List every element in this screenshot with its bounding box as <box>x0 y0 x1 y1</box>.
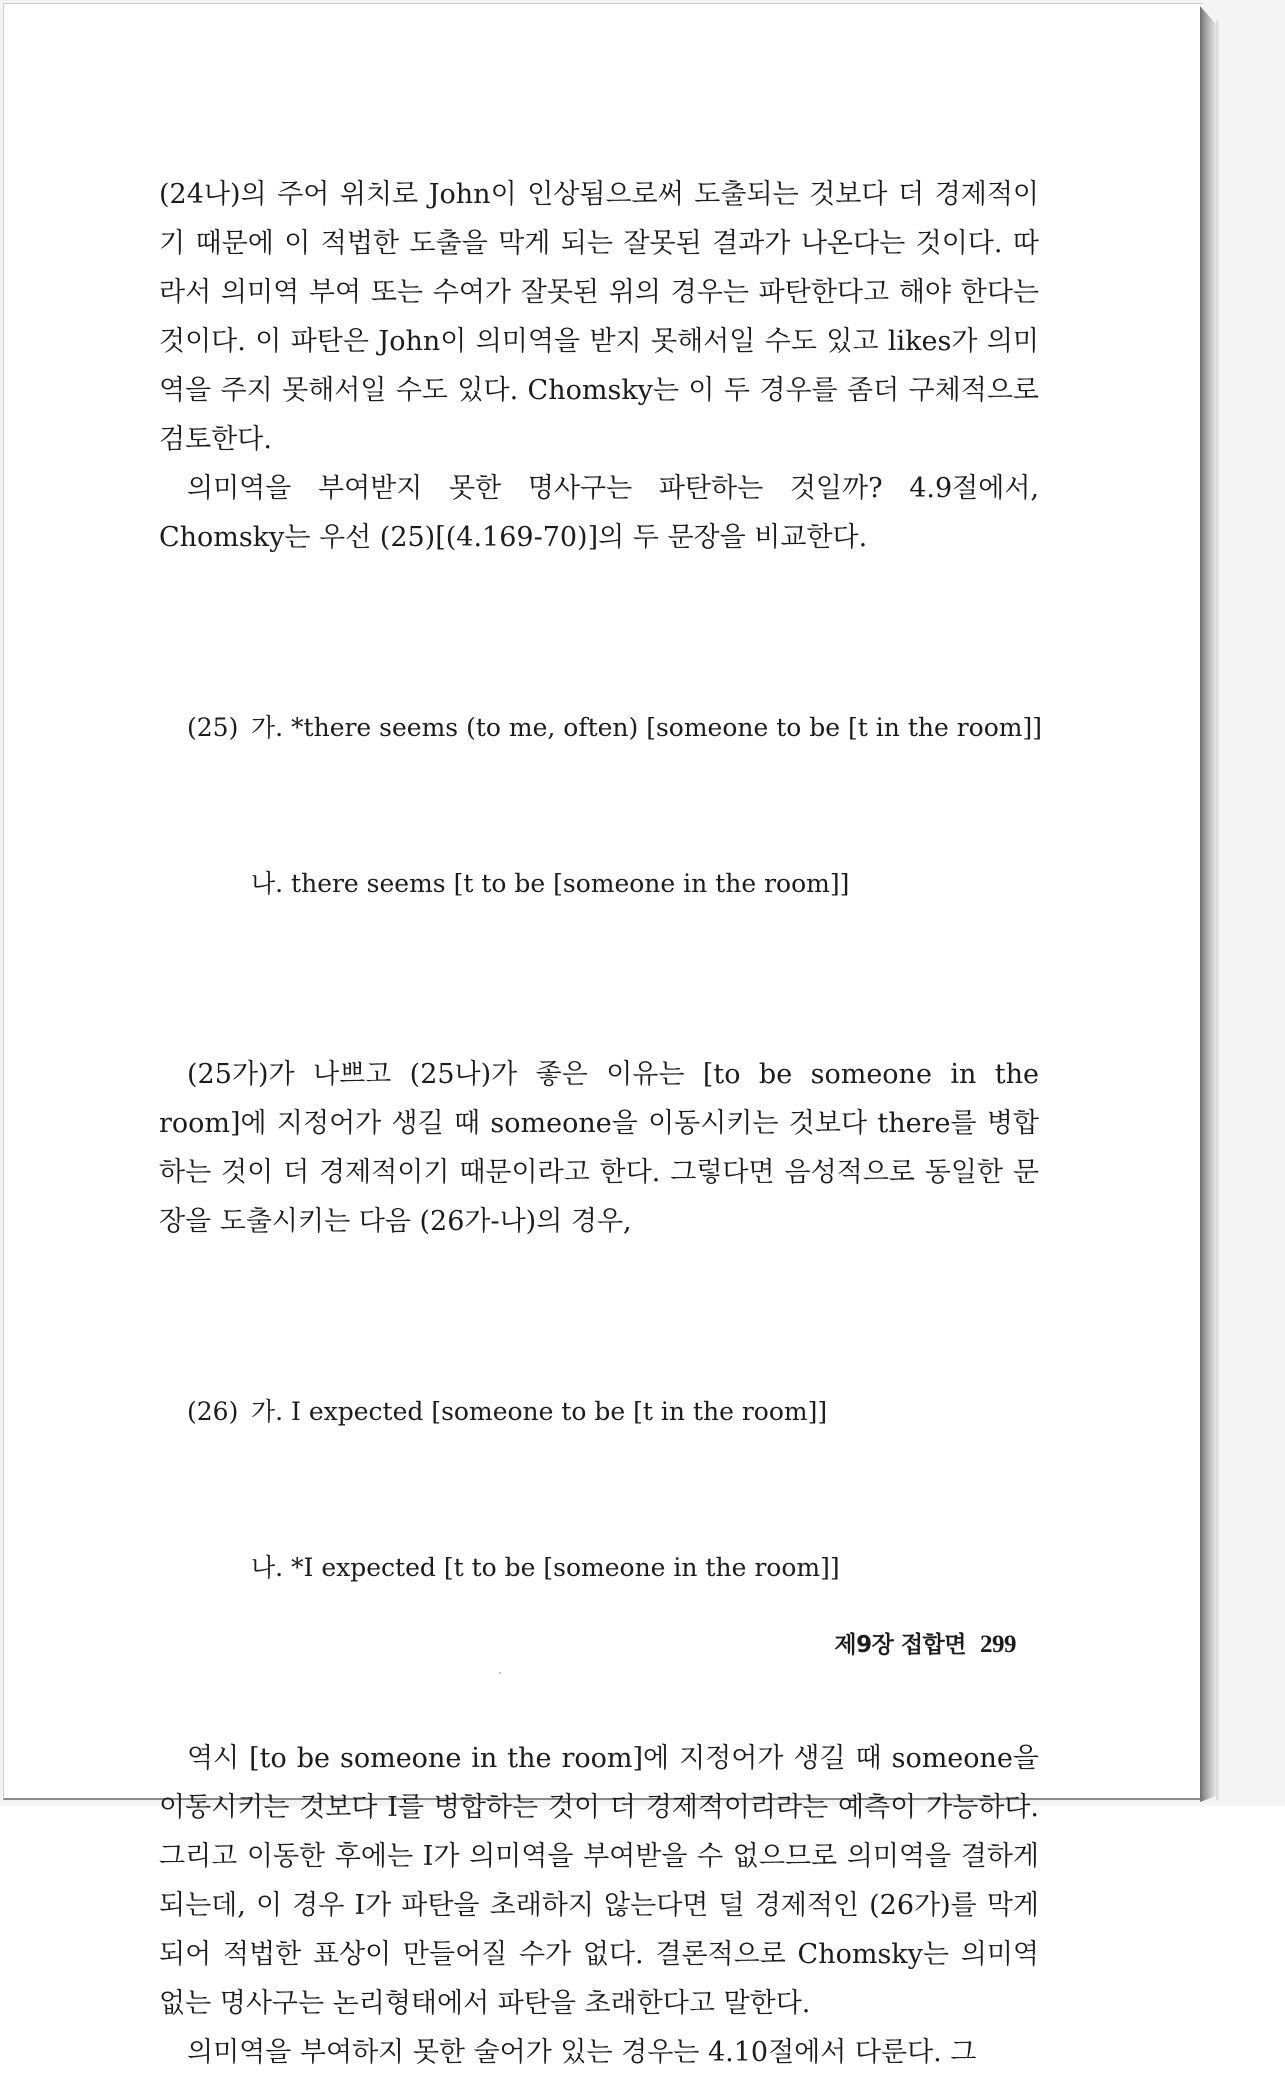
page-footer <box>834 1626 1016 1659</box>
example-26-b: 나. *I expected [t to be [someone in the room]] <box>251 1553 840 1582</box>
page-edge-shadow <box>1216 20 1220 1800</box>
page-number: 299 <box>980 1631 1016 1658</box>
running-head: 제9장 접합면 <box>834 1632 966 1658</box>
paragraph: 의미역을 부여받지 못한 명사구는 파탄하는 것일까? 4.9절에서, Chomsky는 우선 (25)[(4.169-70)]의 두 문장을 비교한다. <box>159 473 1039 553</box>
paragraph: (25가)가 나쁘고 (25나)가 좋은 이유는 [to be someone in the room]에 지정어가 생길 때 someone을 이동시키는 것보다 there를 병합하는 것이 더 경제적이기 때문이라고 한다. 그렇다면 음성적으로 동일한 문장을 도출시키는 다음 (26가-나)의 경우, <box>159 1059 1039 1237</box>
example-label: (25) <box>187 713 239 742</box>
example-label: (26) <box>187 1397 239 1426</box>
example-26-a <box>187 1386 1039 1438</box>
example-text: 가. *there seems (to me, often) [someone to be [t in the room]] <box>251 713 1042 742</box>
example-25-a <box>187 702 1042 754</box>
paragraph: (24나)의 주어 위치로 John이 인상됨으로써 도출되는 것보다 더 경제적이기 때문에 이 적법한 도출을 막게 되는 잘못된 결과가 나온다는 것이다. 따라서 의미역 부여 또는 수여가 잘못된 위의 경우는 파탄한다고 해야 한다는 것이다. 이 파탄은 John이 의미역을 받지 못해서일 수도 있고 likes가 의미역을 주지 못해서일 수도 있다. Chomsky는 이 두 경우를 좀더 구체적으로 검토한다. <box>159 179 1039 455</box>
paragraph: 의미역을 부여하지 못한 술어가 있는 경우는 4.10절에서 다룬다. 그 <box>187 2037 977 2068</box>
page-body <box>159 170 1042 2077</box>
book-page <box>3 3 1203 2068</box>
page-curl-edge <box>1200 6 1216 1802</box>
example-text: 가. I expected [someone to be [t in the room]] <box>251 1397 828 1426</box>
example-25-b: 나. there seems [t to be [someone in the room]] <box>251 869 850 898</box>
paragraph: 역시 [to be someone in the room]에 지정어가 생길 때 someone을 이동시키는 것보다 I를 병합하는 것이 더 경제적이리라는 예측이 가능하다. 그리고 이동한 후에는 I가 의미역을 부여받을 수 없으므로 의미역을 결하게 되는데, 이 경우 I가 파탄을 초래하지 않는다면 덜 경제적인 (26가)를 막게 되어 적법한 표상이 만들어질 수가 없다. 결론적으로 Chomsky는 의미역 없는 명사구는 논리형태에서 파탄을 초래한다고 말한다. <box>159 1743 1039 2019</box>
example-25 <box>159 598 1042 1014</box>
